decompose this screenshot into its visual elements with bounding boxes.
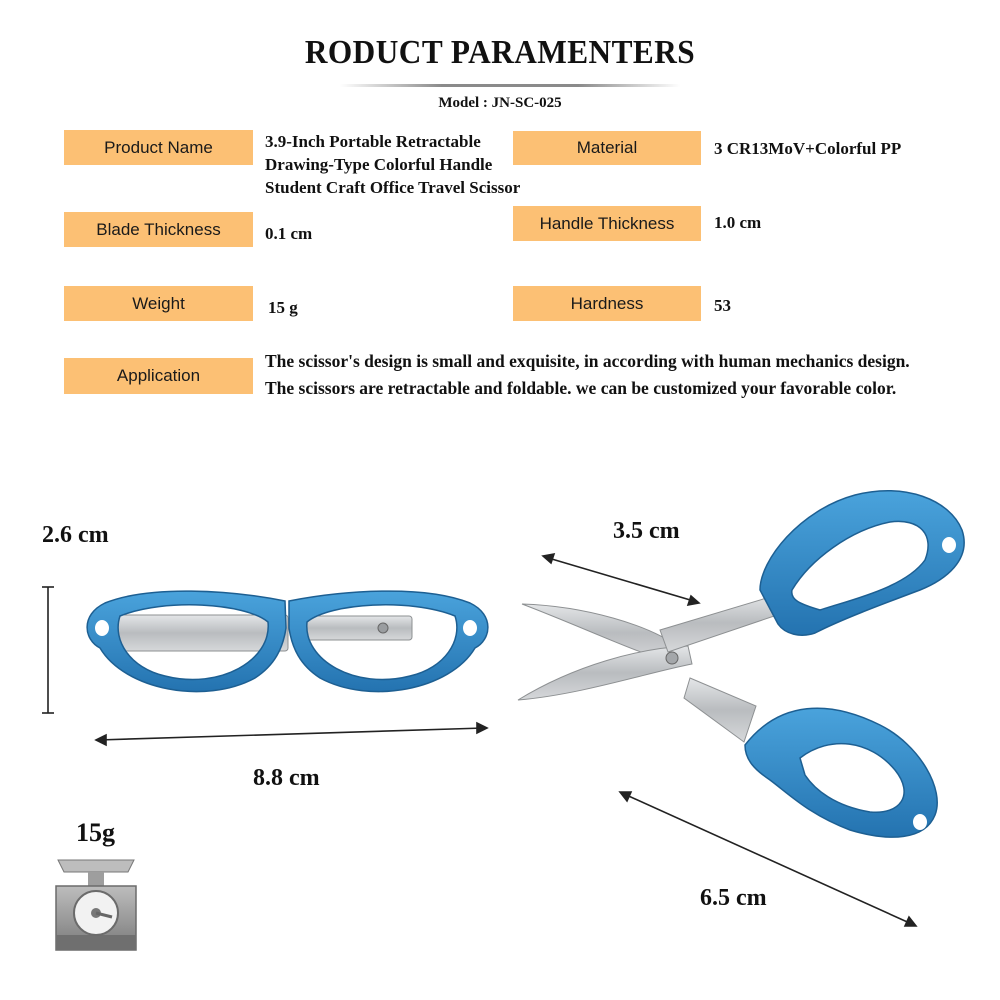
model-number: Model : JN-SC-025 — [438, 95, 562, 111]
label-application: Application — [64, 358, 253, 394]
value-weight: 15 g — [268, 298, 298, 317]
label-weight: Weight — [64, 286, 253, 321]
dim-blade-length: 3.5 cm — [613, 518, 680, 544]
length-dimension-line — [96, 723, 487, 745]
dim-folded-height: 2.6 cm — [42, 522, 109, 548]
application-line-2: The scissors are retractable and foldable. we can be customized your favorable color. — [265, 378, 897, 398]
value-material: 3 CR13MoV+Colorful PP — [714, 139, 902, 158]
open-scissors — [518, 491, 964, 837]
page-title: RODUCT PARAMENTERS — [304, 34, 696, 71]
value-handle-thickness: 1.0 cm — [714, 213, 762, 232]
application-line-1: The scissor's design is small and exquisite, in according with human mechanics design. — [265, 351, 910, 371]
kitchen-scale-icon — [56, 860, 136, 950]
label-material: Material — [513, 131, 701, 165]
value-hardness: 53 — [714, 296, 731, 315]
label-product-name: Product Name — [64, 130, 253, 165]
product-name-line-3: Student Craft Office Travel Scissor — [265, 178, 521, 197]
product-name-line-2: Drawing-Type Colorful Handle — [265, 155, 493, 174]
height-dimension-line — [42, 587, 54, 713]
value-blade-thickness: 0.1 cm — [265, 224, 313, 243]
folded-scissors — [87, 591, 488, 691]
dim-open-length: 6.5 cm — [700, 885, 767, 911]
blade-dimension-line — [543, 554, 699, 605]
dim-folded-length: 8.8 cm — [253, 765, 320, 791]
label-blade-thickness: Blade Thickness — [64, 212, 253, 247]
weight-badge: 15g — [76, 818, 115, 847]
label-hardness: Hardness — [513, 286, 701, 321]
label-handle-thickness: Handle Thickness — [513, 206, 701, 241]
product-name-line-1: 3.9-Inch Portable Retractable — [265, 132, 481, 151]
